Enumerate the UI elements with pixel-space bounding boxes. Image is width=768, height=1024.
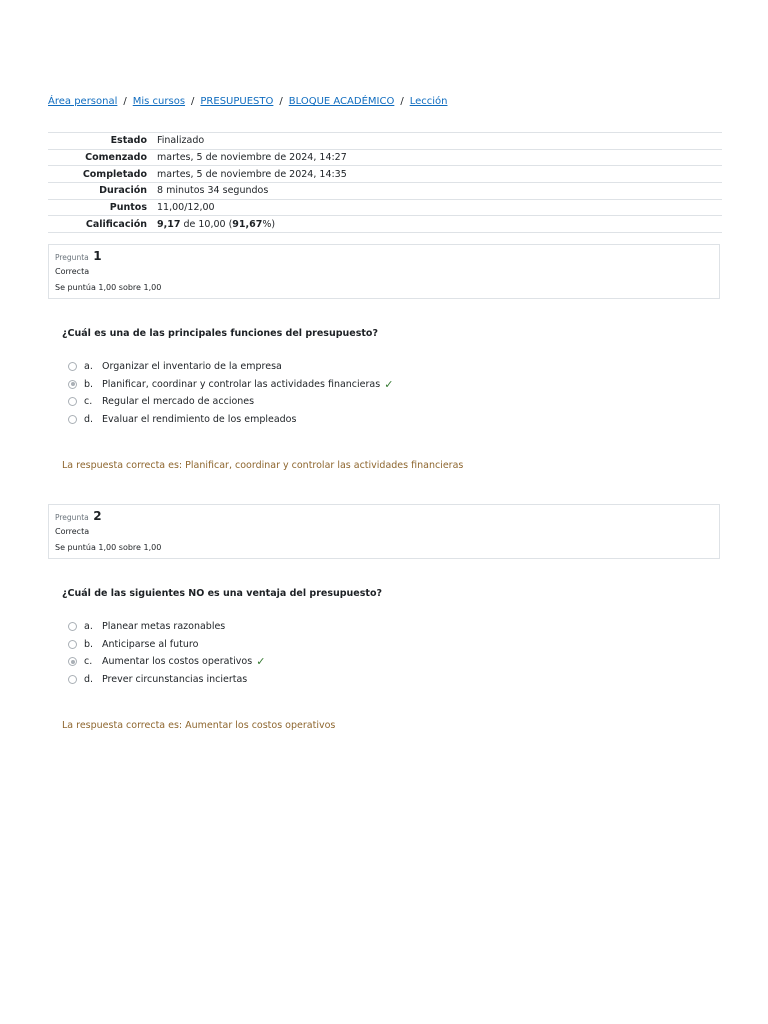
- answer-option: [68, 671, 265, 689]
- answer-text: Aumentar los costos operativos: [102, 656, 253, 668]
- radio-button[interactable]: [68, 622, 77, 631]
- question-info-1: [48, 244, 720, 299]
- question-state: Correcta: [55, 527, 90, 536]
- breadcrumb-mis-cursos[interactable]: Mis cursos: [132, 96, 186, 107]
- question-number: 2: [93, 509, 102, 523]
- summary-value: martes, 5 de noviembre de 2024, 14:35: [152, 166, 722, 183]
- answer-text: Prever circunstancias inciertas: [102, 674, 248, 686]
- breadcrumb-separator: /: [279, 96, 283, 107]
- summary-label: Duración: [48, 183, 152, 200]
- answer-text: Planificar, coordinar y controlar las actividades financieras: [102, 378, 381, 390]
- summary-row-comenzado: [48, 149, 722, 166]
- correct-answer-feedback-2: La respuesta correcta es: Aumentar los costos operativos: [62, 720, 336, 731]
- answer-option: [68, 358, 393, 376]
- summary-row-estado: [48, 133, 722, 150]
- grade-end: %): [262, 218, 276, 230]
- answer-letter: a.: [84, 361, 93, 373]
- question-grade: Se puntúa 1,00 sobre 1,00: [55, 543, 162, 552]
- breadcrumb-area-personal[interactable]: Área personal: [48, 96, 118, 107]
- breadcrumb-presupuesto[interactable]: PRESUPUESTO: [200, 96, 274, 107]
- answer-option: [68, 653, 265, 671]
- radio-button-selected[interactable]: [68, 380, 77, 389]
- summary-label: Puntos: [48, 199, 152, 216]
- breadcrumb: [48, 96, 447, 107]
- radio-button[interactable]: [68, 397, 77, 406]
- summary-value: Finalizado: [152, 133, 722, 150]
- answer-option: [68, 618, 265, 636]
- summary-row-completado: [48, 166, 722, 183]
- answer-option: [68, 636, 265, 654]
- radio-button[interactable]: [68, 362, 77, 371]
- summary-label: Completado: [48, 166, 152, 183]
- answer-option: [68, 376, 393, 394]
- question-text-1: ¿Cuál es una de las principales funciones del presupuesto?: [62, 328, 378, 339]
- breadcrumb-separator: /: [400, 96, 404, 107]
- correct-answer-feedback-1: La respuesta correcta es: Planificar, coordinar y controlar las actividades financieras: [62, 460, 464, 471]
- summary-value: 8 minutos 34 segundos: [152, 183, 722, 200]
- question-number: 1: [93, 249, 102, 263]
- answer-text: Regular el mercado de acciones: [102, 396, 255, 408]
- radio-button[interactable]: [68, 675, 77, 684]
- breadcrumb-separator: /: [191, 96, 195, 107]
- radio-button[interactable]: [68, 640, 77, 649]
- answer-text: Organizar el inventario de la empresa: [102, 361, 282, 373]
- answer-letter: b.: [84, 378, 94, 390]
- question-label: Pregunta: [55, 513, 89, 522]
- answer-letter: c.: [84, 396, 93, 408]
- question-info-2: [48, 504, 720, 559]
- question-text-2: ¿Cuál de las siguientes NO es una ventaja del presupuesto?: [62, 588, 382, 599]
- grade-of-text: de 10,00 (: [180, 218, 233, 230]
- answer-letter: d.: [84, 414, 94, 426]
- answer-option: [68, 411, 393, 429]
- radio-button-selected[interactable]: [68, 657, 77, 666]
- question-label: Pregunta: [55, 253, 89, 262]
- summary-label: Comenzado: [48, 149, 152, 166]
- answer-text: Evaluar el rendimiento de los empleados: [102, 414, 297, 426]
- summary-label: Calificación: [48, 216, 152, 233]
- answer-letter: b.: [84, 638, 94, 650]
- breadcrumb-separator: /: [123, 96, 127, 107]
- answer-list-2: [68, 618, 265, 688]
- check-icon: ✓: [256, 655, 266, 669]
- grade-score: 9,17: [157, 218, 181, 230]
- answer-letter: a.: [84, 621, 93, 633]
- summary-value: 11,00/12,00: [152, 199, 722, 216]
- summary-label: Estado: [48, 133, 152, 150]
- answer-letter: d.: [84, 674, 94, 686]
- answer-list-1: [68, 358, 393, 428]
- question-state: Correcta: [55, 267, 90, 276]
- breadcrumb-bloque-academico[interactable]: BLOQUE ACADÉMICO: [288, 96, 395, 107]
- check-icon: ✓: [384, 377, 394, 391]
- summary-row-calificacion: [48, 216, 722, 233]
- answer-text: Anticiparse al futuro: [102, 638, 199, 650]
- answer-text: Planear metas razonables: [102, 621, 226, 633]
- summary-row-duracion: [48, 183, 722, 200]
- question-grade: Se puntúa 1,00 sobre 1,00: [55, 283, 162, 292]
- grade-percent: 91,67: [232, 218, 263, 230]
- radio-button[interactable]: [68, 415, 77, 424]
- answer-letter: c.: [84, 656, 93, 668]
- summary-row-puntos: [48, 199, 722, 216]
- answer-option: [68, 393, 393, 411]
- attempt-summary-table: [48, 132, 722, 233]
- summary-value: martes, 5 de noviembre de 2024, 14:27: [152, 149, 722, 166]
- summary-grade-value: [152, 216, 722, 233]
- breadcrumb-leccion[interactable]: Lección: [409, 96, 448, 107]
